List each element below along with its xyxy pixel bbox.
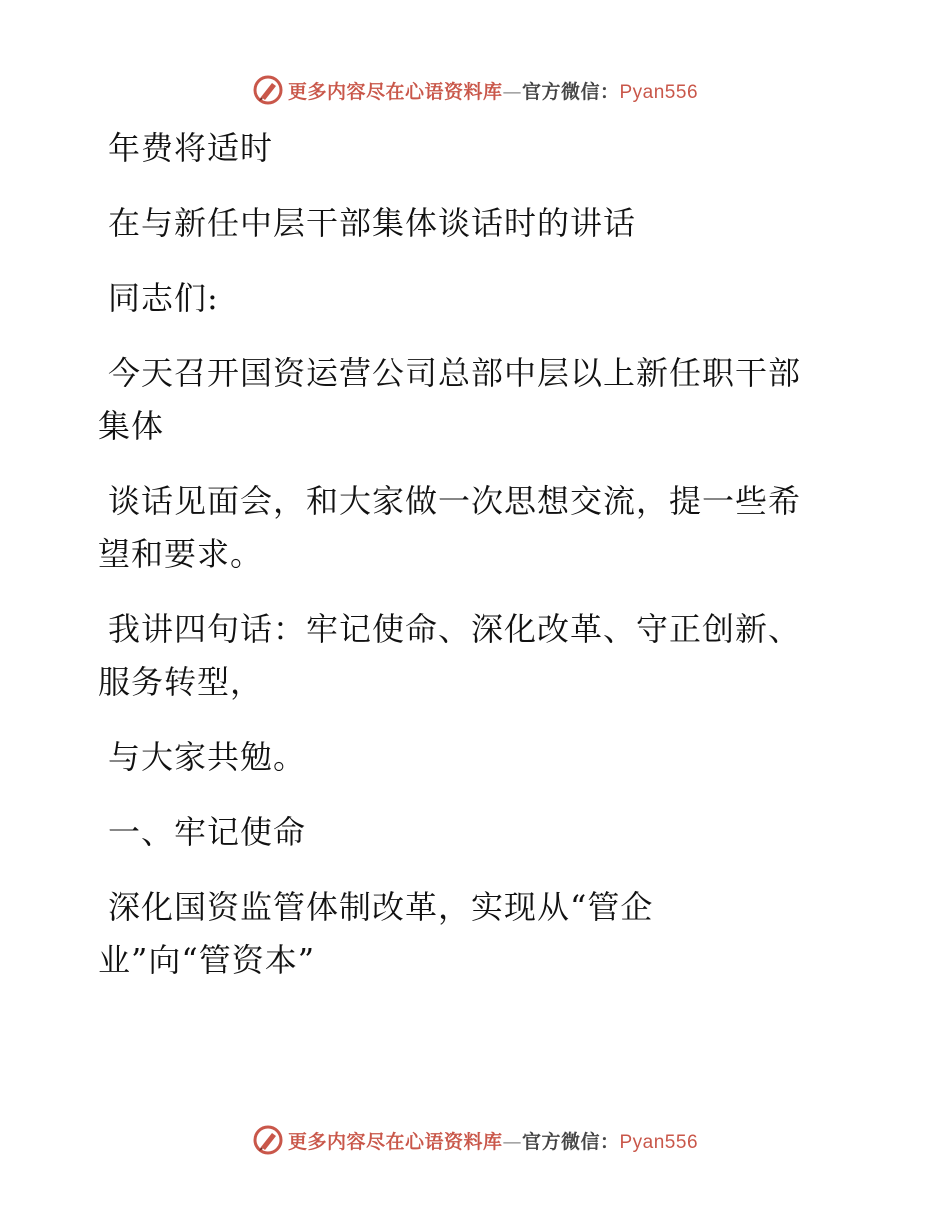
text-line: 同志们: [108, 279, 219, 317]
text-line: 今天召开国资运营公司总部中层以上新任职干部 [108, 354, 802, 392]
text-line: 深化国资监管体制改革，实现从“管企 [108, 888, 654, 926]
watermark-text: 更多内容尽在心语资料库—官方微信：Pyan556 [287, 80, 699, 103]
text-line: 业”向“管资本” [98, 941, 316, 979]
paragraph-4 [98, 347, 838, 453]
pen-logo-icon [252, 1124, 284, 1156]
paragraph-7 [98, 731, 838, 784]
header-watermark [0, 70, 950, 110]
text-line: 年费将适时 [108, 129, 274, 167]
text-line: 一、牢记使命 [108, 813, 307, 851]
document-body [98, 122, 838, 1009]
paragraph-9 [98, 881, 838, 987]
text-line: 集体 [98, 407, 165, 445]
text-line: 服务转型， [98, 663, 264, 701]
footer-watermark [0, 1120, 950, 1160]
section-heading [98, 806, 838, 859]
pen-logo-icon [252, 74, 284, 106]
text-line: 在与新任中层干部集体谈话时的讲话 [108, 204, 637, 242]
paragraph-5 [98, 475, 838, 581]
paragraph-3 [98, 272, 838, 325]
paragraph-6 [98, 603, 838, 709]
text-line: 我讲四句话：牢记使命、深化改革、守正创新、 [108, 610, 802, 648]
watermark-text: 更多内容尽在心语资料库—官方微信：Pyan556 [287, 1130, 699, 1153]
paragraph-1 [98, 122, 838, 175]
paragraph-2 [98, 197, 838, 250]
text-line: 望和要求。 [98, 535, 264, 573]
text-line: 与大家共勉。 [108, 738, 307, 776]
text-line: 谈话见面会，和大家做一次思想交流，提一些希 [108, 482, 802, 520]
